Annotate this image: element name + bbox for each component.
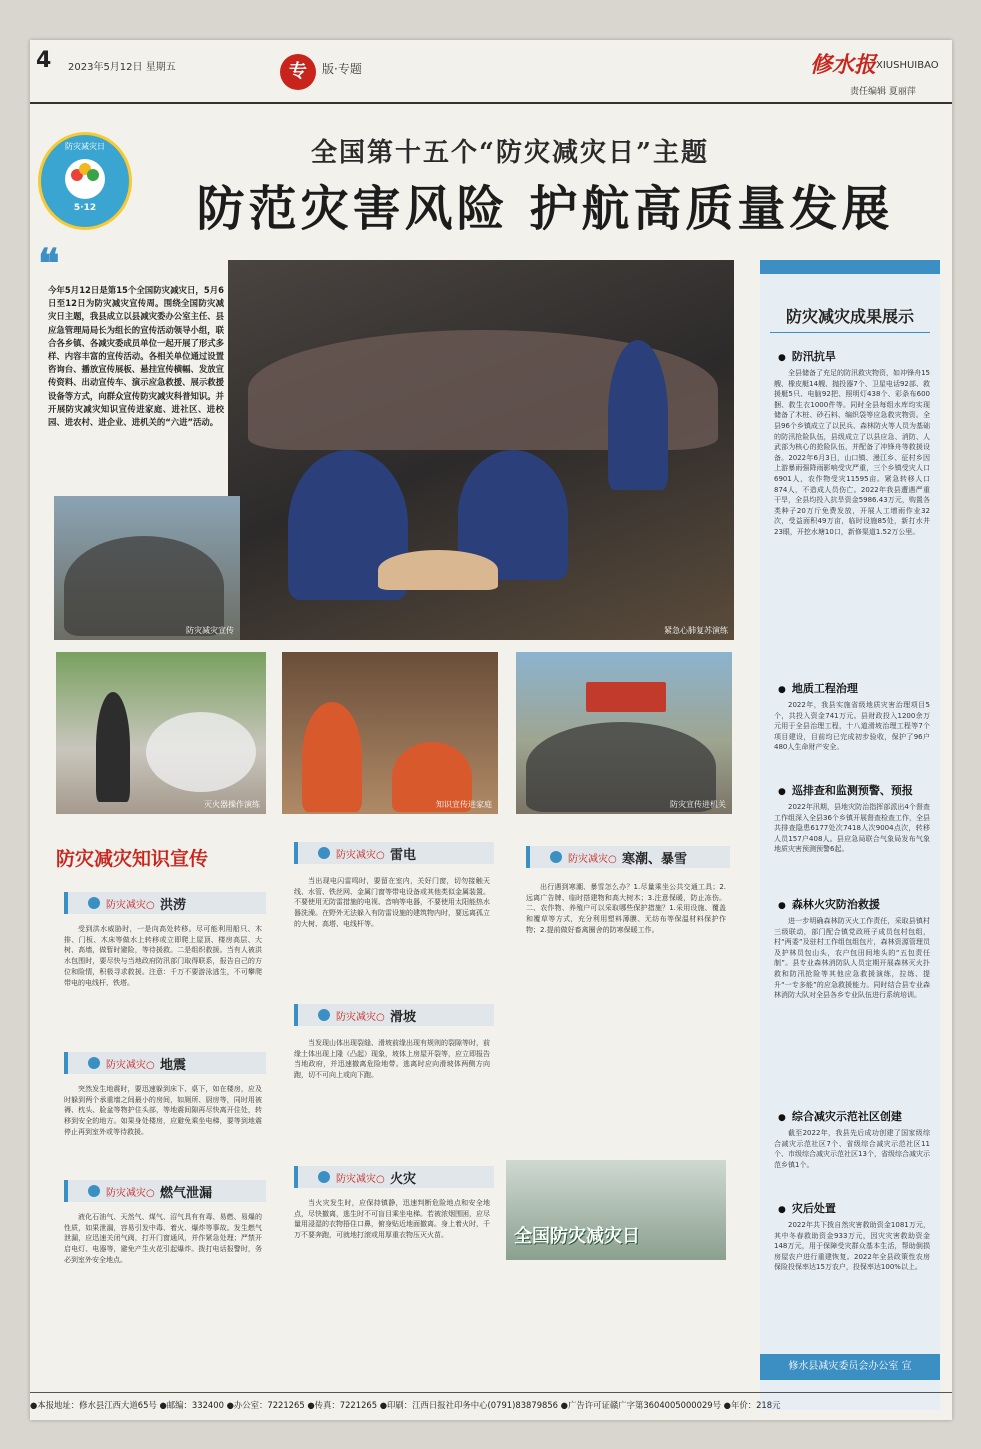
photo-3-caption: 防灾宣传进机关 [670, 800, 726, 809]
results-top-band [760, 260, 940, 274]
knowledge-section-title: 防灾减灾知识宣传 [56, 848, 209, 870]
headline-subtitle: 全国第十五个“防灾减灾日”主题 [311, 138, 709, 168]
heading-name: 雷电 [390, 848, 417, 863]
results-text-forest: 进一步明确森林防灭火工作责任，采取县镇村三级联动，部门配合镇党政班子成员包村包组，村“两委”及驻村工作组包组包片，森林资源管理员及护林员包山头，农户包田间地头的“五包责任制”。县专业森林消防队人员定期开展森林灭火扑救和防汛抢险等其他应急救援演练，拉练、提升“一专多能”的应急救援能力。同时结合县专业森林消防大队对全县各乡专业队伍进行系统培训。 [774, 917, 930, 1000]
photo-extinguisher-drill [56, 652, 266, 814]
photo-agency-promo [516, 652, 732, 814]
knowledge-heading-cold [526, 846, 730, 868]
heading-prefix: 防灾减灾○ [336, 1174, 385, 1185]
page-number: 4 [36, 48, 52, 73]
results-text-monitoring: 2022年汛期，县地灾防治指挥部派出4个督查工作组深入全县36个乡镇开展督查检查工作，全县共排查隐患6177处次7418人次9004点次，转移人员157户408人。县应急局联合气象局发布气象地质灾害预测预警6起。 [774, 803, 930, 854]
knowledge-text-flood: 受到洪水威胁时，一是向高处转移。尽可能利用船只、木排、门板、木床等做水上转移或立即爬上屋顶、楼房高层、大树、高墙，做暂时避险，等待援救。二是组织救援。当有人被洪水包围时，要尽快与当地政府防汛部门取得联系，报告自己的方位和险情，积极寻求救援。注意：千万不要游泳逃生，不可攀爬带电的电线杆、铁塔。 [64, 925, 262, 987]
results-column [760, 260, 940, 1410]
heading-name: 洪涝 [160, 898, 187, 913]
bullet-icon [318, 847, 330, 859]
heading-name: 滑坡 [390, 1010, 417, 1025]
newspaper-page [30, 40, 952, 1420]
quote-mark-icon: ❝ [38, 240, 60, 287]
left-photo [54, 496, 240, 640]
main-photo-caption: 紧急心肺复苏演练 [664, 626, 728, 635]
knowledge-text-gas: 液化石油气、天然气、煤气、沼气具有有毒、易燃、易爆的性质，如果泄漏，容易引发中毒、着火、爆炸等事故。发生燃气泄漏，应迅速关闭气阀，打开门窗通风，并作紧急处理；严禁开启电灯、电器等，避免产生火花引起爆炸。拨打电话报警时，务必到室外安全地点。 [64, 1213, 262, 1264]
main-photo-cpr-drill [228, 260, 734, 640]
photo-home-visit [282, 652, 498, 814]
knowledge-heading-fire [294, 1166, 494, 1188]
results-footer: 修水县减灾委员会办公室 宣 [760, 1354, 940, 1380]
results-heading-geology: ● 地质工程治理 [778, 680, 858, 696]
results-text-flood: 全县储备了充足的防汛救灾物资，如冲锋舟15艘、橡皮艇14艘、抛投器7个、卫星电话92部、救援艇5只、电脑92把、照明灯438个、彩条布600捆、救生衣1000件等。同时全县每组水库均实现储备了木桩、砂石料、编织袋等应急救灾物资。全县96个乡镇成立了以民兵、森林防火等人员为基础的防汛抢险队伍，县级成立了以县应急、消防、人武部为核心的抢险队伍，并配备了冲锋舟等救援设备。2022年6月3日，山口镇、漫江乡、征村乡因上游暴雨强降雨影响受灾严重，三个乡镇受灾人口6901人，农作物受灾11595亩。紧急转移人口874人，不造成人员伤亡。2022年我县遭遇严重干旱，全县均投入抗旱资金5986.43万元，购置各类种子20万斤免费发放，开展人工增雨作业32次，受益面积49万亩，临时设施85处，新打水井23眼，开挖水塘10口，新修渠道1.52万公里。 [774, 369, 930, 536]
knowledge-text-lightning: 当出现电闪雷鸣时，要留在室内，关好门窗，切勿接触天线、水管、铁丝网、金属门窗等带电设备或其他类似金属装置。不要使用无防雷措施的电视、音响等电器，不要使用太阳能热水器洗澡。在野外无法躲入有防雷设施的建筑物内时，要远离孤立的大树、高塔、电线杆等。 [294, 877, 490, 928]
badge-date: 5·12 [73, 203, 97, 213]
section-label: 版·专题 [322, 62, 362, 76]
results-heading-community: ● 综合减灾示范社区创建 [778, 1108, 902, 1124]
issue-date: 2023年5月12日 星期五 [68, 62, 176, 73]
heading-prefix: 防灾减灾○ [106, 1060, 155, 1071]
section-badge: 专 [280, 54, 316, 90]
bullet-icon [88, 897, 100, 909]
bullet-icon [318, 1171, 330, 1183]
heading-prefix: 防灾减灾○ [336, 1012, 385, 1023]
header-rule [30, 102, 952, 104]
paper-logo-en: XIUSHUIBAO [876, 60, 939, 71]
knowledge-heading-lightning [294, 842, 494, 864]
heading-prefix: 防灾减灾○ [336, 850, 385, 861]
photo-2-caption: 知识宣传进家庭 [436, 800, 492, 809]
results-title: 防灾减灾成果展示 [785, 307, 914, 326]
bullet-icon [88, 1185, 100, 1197]
banner-text: 全国防灾减灾日 [514, 1226, 640, 1247]
bullet-icon [88, 1057, 100, 1069]
left-photo-caption: 防灾减灾宣传 [186, 626, 234, 635]
results-heading-aftermath: ● 灾后处置 [778, 1200, 836, 1216]
results-text-geology: 2022年，我县实施省级地质灾害治理项目5个，共投入资金741万元。县财政投入1200余万元用于全县治理工程，十八道滑坡治理工程等7个项目建设，目前均已完成初步验收，保护了96户480人生命财产安全。 [774, 701, 930, 752]
heading-name: 火灾 [390, 1172, 417, 1187]
knowledge-text-earthquake: 突然发生地震时，要迅速躲到床下、桌下，如在楼房，应及时躲到两个承重墙之间最小的房间，如厕所、厨房等，同时用被褥、枕头、脸盆等物护住头部，等地震间隙再尽快离开住处，转移到安全的地方。如果身处楼房，应避免乘坐电梯，要等到地震停止再到室外或等待救援。 [64, 1085, 262, 1136]
photo-1-caption: 灭火器操作演练 [204, 800, 260, 809]
heading-prefix: 防灾减灾○ [568, 854, 617, 865]
bullet-icon [318, 1009, 330, 1021]
results-text-aftermath: 2022年共下拨自然灾害救助资金1081万元，其中冬春救助资金933万元，因灾灾害救助资金148万元，用于保障受灾群众基本生活，帮助倒损房屋农户进行重建恢复。2022年全县政策性农房保险投保率达15万农户，投保率达100%以上。 [774, 1221, 930, 1272]
results-heading-flood: ● 防汛抗旱 [778, 348, 836, 364]
heading-name: 燃气泄漏 [160, 1186, 213, 1201]
knowledge-heading-landslide [294, 1004, 494, 1026]
bullet-icon [550, 851, 562, 863]
heading-prefix: 防灾减灾○ [106, 900, 155, 911]
knowledge-heading-earthquake [64, 1052, 266, 1074]
knowledge-text-cold: 出行遇到寒潮、暴雪怎么办？1.尽量乘坐公共交通工具；2.远离广告牌、临时搭建物和高大树木；3.注意保暖，防止冻伤。二、农作物、养殖户可以采取哪些保护措施？1.采用设施、覆盖和覆草等方式，充分利用塑料薄膜、无纺布等保温材料保护作物；2.提前做好畜禽圈舍的防寒保暖工作。 [526, 883, 726, 934]
heading-name: 寒潮、暴雪 [622, 852, 688, 867]
results-heading-forest: ● 森林火灾防治救援 [778, 896, 880, 912]
bottom-info-bar: ●本报地址：修水县江西大道65号 ●邮编：332400 ●办公室：7221265 ●传真：7221265 ●印刷：江西日报社印务中心(0791)83879856 ●广告许可证赣广字第3604005000029号 ●年价：218元 [30, 1392, 952, 1417]
heading-name: 地震 [160, 1058, 187, 1073]
badge-top-text: 防灾减灾日 [65, 142, 105, 151]
headline-title: 防范灾害风险 护航高质量发展 [196, 181, 894, 237]
disaster-day-badge [38, 132, 132, 230]
editor-credit: 责任编辑 夏丽萍 [850, 87, 916, 97]
knowledge-heading-gas [64, 1180, 266, 1202]
knowledge-text-fire: 当火灾发生时，应保持镇静，迅速判断危险地点和安全地点，尽快撤离，逃生时不可盲目乘坐电梯。若被浓烟围困，应尽量用浸湿的衣物捂住口鼻，俯身贴近地面撤离。身上着火时，千万不要奔跑，可就地打滚或用厚重衣物压灭火苗。 [294, 1199, 490, 1240]
results-heading-monitoring: ● 巡排查和监测预警、预报 [778, 782, 913, 798]
results-rule [770, 332, 930, 333]
badge-figures-icon [65, 159, 105, 199]
intro-paragraph: 今年5月12日是第15个全国防灾减灾日，5月6日至12日为防灾减灾宣传周。围绕全国防灾减灾日主题，我县成立以县减灾委办公室主任、县应急管理局局长为组长的宣传活动领导小组，联合各乡镇、各减灾委成员单位一起开展了形式多样、内容丰富的宣传活动。各相关单位通过设置咨询台、播放宣传展板、悬挂宣传横幅、发放宣传资料、出动宣传车、演示应急救援、展示救援设备等方式，向群众宣传防灾减灾科普知识。并开展防灾减灾知识宣传进家庭、进社区、进校园、进农村、进企业、进机关的“六进”活动。 [48, 285, 224, 428]
paper-logo: 修水报 [810, 52, 877, 78]
figure-green [87, 169, 99, 181]
knowledge-text-landslide: 当发现山体出现裂缝、滑坡前缘出现有规则的裂隙等时，前缘土体出现上隆（凸起）现象，坡体上房屋开裂等，应立即报告当地政府，并迅速撤离危险地带。逃离时应向滑坡体两侧方向跑，切不可向上或向下跑。 [294, 1039, 490, 1080]
knowledge-heading-flood [64, 892, 266, 914]
disaster-day-banner-image [506, 1160, 726, 1260]
heading-prefix: 防灾减灾○ [106, 1188, 155, 1199]
results-text-community: 截至2022年，我县先后成功创建了国家级综合减灾示范社区7个、省级综合减灾示范社区11个、市级综合减灾示范社区13个，省级综合减灾示范乡镇1个。 [774, 1129, 930, 1169]
